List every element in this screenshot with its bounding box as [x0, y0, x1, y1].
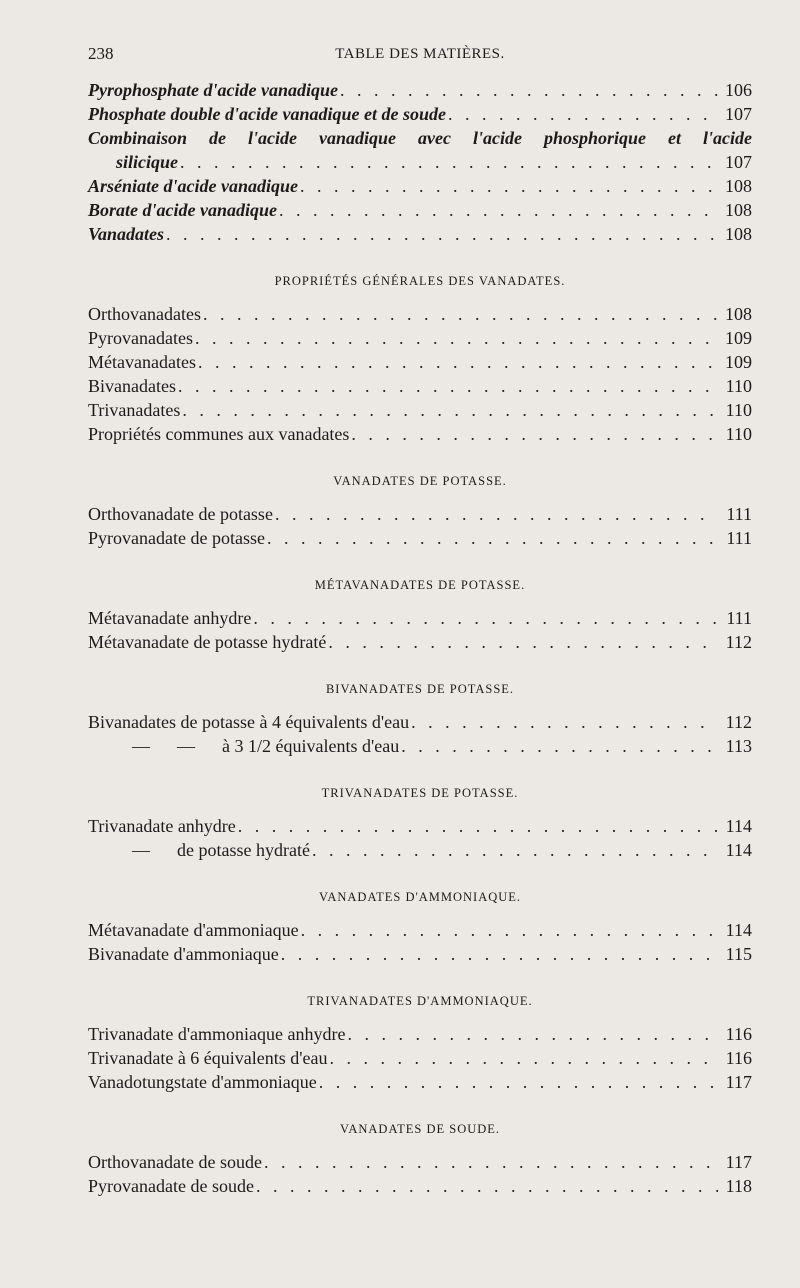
toc-entry-label: Bivanadates [88, 376, 176, 396]
toc-entry-label: Pyrophosphate d'acide vanadique [88, 80, 338, 100]
toc-entry [88, 918, 752, 942]
toc-entry-page: 112 [725, 712, 752, 732]
toc-entry-line1 [88, 126, 752, 150]
toc-entry-page: 107 [725, 104, 752, 124]
leader-dots [312, 838, 718, 862]
toc-entry [88, 606, 752, 630]
table-of-contents [88, 78, 752, 1198]
leader-dots [281, 942, 718, 966]
toc-entry-label: Phosphate double d'acide vanadique et de soude [88, 104, 446, 124]
toc-entry-label: Arséniate d'acide vanadique [88, 176, 298, 196]
leader-dots [166, 222, 718, 246]
toc-entry-page: 109 [725, 352, 752, 372]
section-heading: VANADATES DE POTASSE. [333, 474, 507, 488]
toc-entry [88, 1174, 752, 1198]
leader-dots [301, 918, 718, 942]
toc-entry-page: 108 [725, 224, 752, 244]
toc-entry-page: 117 [725, 1152, 752, 1172]
leader-dots [195, 326, 718, 350]
leader-dots [279, 198, 718, 222]
toc-entry-label: Trivanadate anhydre [88, 816, 236, 836]
toc-entry [88, 1022, 752, 1046]
toc-entry-page: 111 [726, 504, 752, 524]
toc-entry [88, 198, 752, 222]
running-title: TABLE DES MATIÈRES. [335, 46, 505, 62]
section-heading: MÉTAVANADATES DE POTASSE. [314, 578, 526, 592]
toc-entry-page: 108 [725, 176, 752, 196]
toc-entry-page: 114 [725, 816, 752, 836]
toc-entry-label: Bivanadates de potasse à 4 équivalents d'eau [88, 712, 410, 732]
toc-entry [88, 942, 752, 966]
toc-entry-label: Bivanadate d'ammoniaque [88, 944, 279, 964]
toc-entry-page: 111 [726, 608, 752, 628]
toc-entry [88, 78, 752, 102]
page-number: 238 [88, 44, 114, 63]
toc-entry [88, 1070, 752, 1094]
toc-entry-page: 114 [725, 840, 752, 860]
toc-entry-label: Orthovanadate de potasse [88, 504, 273, 524]
leader-dots [198, 350, 718, 374]
leader-dots [448, 102, 718, 126]
toc-entry-label: Pyrovanadate de soude [88, 1176, 254, 1196]
toc-entry-label: Trivanadate d'ammoniaque anhydre [88, 1024, 346, 1044]
toc-entry-label: Orthovanadate de soude [88, 1152, 262, 1172]
toc-entry-label: Métavanadate d'ammoniaque [88, 920, 299, 940]
toc-entry-label: Vanadates [88, 224, 165, 244]
toc-entry-page: 110 [725, 424, 752, 444]
toc-entry-page: 106 [725, 80, 752, 100]
leader-dots [264, 1150, 718, 1174]
leader-dots [178, 374, 718, 398]
toc-entry-page: 108 [725, 304, 752, 324]
toc-entry-page: 109 [725, 328, 752, 348]
toc-entry [88, 302, 752, 326]
leader-dots [300, 174, 718, 198]
toc-entry-page: 118 [725, 1176, 752, 1196]
toc-entry [88, 814, 752, 838]
toc-entry-page: 110 [725, 400, 752, 420]
toc-entry [88, 710, 752, 734]
toc-entry [88, 630, 752, 654]
leader-dots [182, 398, 718, 422]
leader-dots [253, 606, 718, 630]
toc-entry-page: 112 [725, 632, 752, 652]
toc-entry [88, 526, 752, 550]
toc-entry [88, 1150, 752, 1174]
toc-entry-label: Pyrovanadate de potasse [88, 528, 265, 548]
leader-dots [238, 814, 718, 838]
toc-entry-page: 110 [725, 376, 752, 396]
toc-entry-label: Pyrovanadates [88, 328, 193, 348]
leader-dots [319, 1070, 718, 1094]
toc-entry [88, 222, 752, 246]
toc-entry-page: 116 [725, 1024, 752, 1044]
toc-entry-label: Combinaison de l'acide vanadique avec l'acide phosphorique et l'acide [88, 128, 752, 148]
section-heading: VANADATES D'AMMONIAQUE. [318, 890, 522, 904]
section-heading: BIVANADATES DE POTASSE. [325, 682, 515, 696]
section-heading: TRIVANADATES DE POTASSE. [321, 786, 519, 800]
toc-entry-label: Propriétés communes aux vanadates [88, 424, 350, 444]
toc-entry-page: 116 [725, 1048, 752, 1068]
toc-entry [88, 350, 752, 374]
toc-entry [88, 734, 752, 758]
toc-entry [88, 422, 752, 446]
page-header [88, 44, 752, 68]
toc-entry-label: Métavanadates [88, 352, 196, 372]
leader-dots [351, 422, 718, 446]
toc-entry [88, 838, 752, 862]
toc-entry-label: Métavanadate anhydre [88, 608, 252, 628]
section-heading: VANADATES DE SOUDE. [339, 1122, 501, 1136]
toc-entry-page: 111 [726, 528, 752, 548]
toc-entry [88, 102, 752, 126]
toc-entry-page: 114 [725, 920, 752, 940]
toc-entry-page: 108 [725, 200, 752, 220]
leader-dots [411, 710, 718, 734]
toc-entry [88, 1046, 752, 1070]
toc-entry [88, 374, 752, 398]
section-heading: TRIVANADATES D'AMMONIAQUE. [307, 994, 533, 1008]
leader-dots [330, 1046, 718, 1070]
toc-entry [88, 150, 752, 174]
toc-entry-label: silicique [116, 152, 178, 172]
toc-entry-label: — de potasse hydraté [132, 840, 310, 860]
toc-entry-page: 117 [725, 1072, 752, 1092]
toc-entry-label: Borate d'acide vanadique [88, 200, 277, 220]
leader-dots [401, 734, 718, 758]
toc-entry-label: Orthovanadates [88, 304, 201, 324]
leader-dots [348, 1022, 718, 1046]
toc-entry [88, 398, 752, 422]
toc-entry-label: — — à 3 1/2 équivalents d'eau [132, 736, 400, 756]
toc-entry [88, 326, 752, 350]
section-heading: PROPRIÉTÉS GÉNÉRALES DES VANADATES. [274, 274, 566, 288]
leader-dots [203, 302, 718, 326]
toc-entry-label: Métavanadate de potasse hydraté [88, 632, 327, 652]
leader-dots [275, 502, 718, 526]
leader-dots [267, 526, 718, 550]
toc-entry [88, 502, 752, 526]
toc-entry-page: 107 [725, 152, 752, 172]
toc-entry-page: 115 [725, 944, 752, 964]
toc-entry [88, 174, 752, 198]
leader-dots [340, 78, 718, 102]
leader-dots [328, 630, 718, 654]
toc-entry-label: Vanadotungstate d'ammoniaque [88, 1072, 317, 1092]
leader-dots [256, 1174, 718, 1198]
toc-entry-label: Trivanadate à 6 équivalents d'eau [88, 1048, 328, 1068]
toc-entry-page: 113 [725, 736, 752, 756]
leader-dots [180, 150, 718, 174]
toc-entry-label: Trivanadates [88, 400, 181, 420]
